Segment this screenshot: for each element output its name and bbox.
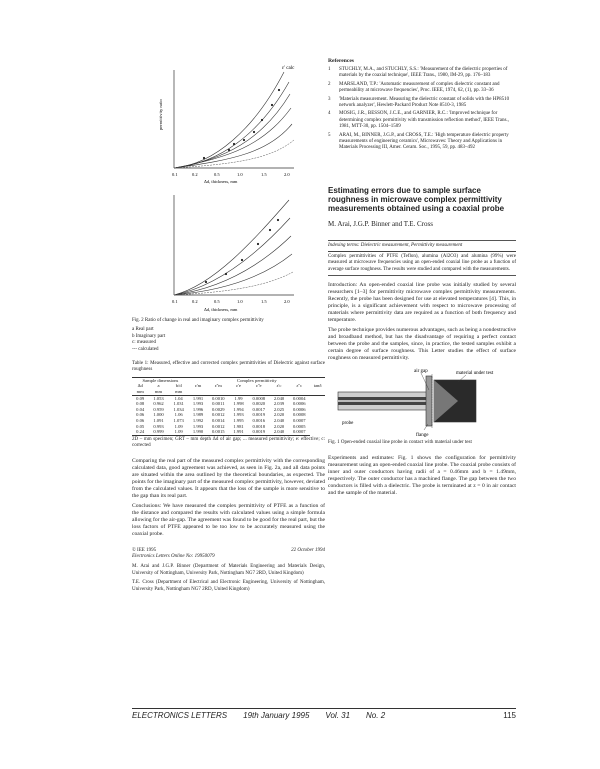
table-cell: 0.0015 — [207, 429, 229, 435]
page-footer — [132, 708, 516, 721]
figure-1-label-air-gap: air gap — [414, 369, 428, 375]
figure-2-caption: Fig. 2 Ratio of change in real and imaginary complex permittivity — [132, 318, 264, 323]
introduction-paragraph: Introduction: An open-ended coaxial line probe was initially studied by several researchers [1–3] for permittivity microwave complex permittivity measurements. Recently, the probe has been designed for use at elevated temperatures [4]. This, in principle, is a significant achievement with respect to microwave processing of materials where permittivity data are required as a function of both frequency and temperature. — [328, 282, 516, 324]
body-paragraph: Comparing the real part of the measured complex permittivity with the corresponding calculated data, good agreement was achieved, as seen in Fig. 2a, and all data points are situated within the area outlined by the theoretical boundaries, as expected. The points for the imaginary part of the measured complex permittivity, however, deviated from the calculated values. It appears that the loss of the sample is more sensitive to the gap than its real part. — [132, 457, 325, 499]
table-cell: 0.0006 — [292, 406, 306, 412]
legend-item: a Real part — [132, 327, 154, 333]
tick: 1.0 — [237, 299, 243, 304]
table-row — [132, 429, 325, 435]
article-authors: M. Arai, J.G.P. Binner and T.E. Cross — [328, 219, 433, 228]
received-date: 22 October 1994 — [291, 547, 325, 553]
table-cell: 1.991 — [229, 429, 248, 435]
affiliation: M. Arai and J.G.P. Binner (Department of Materials Engineering and Materials Design, University of Nottingham, University Park, Nottingham NG7 2RD, United Kingdom) — [132, 564, 325, 576]
table-cell: 0.06 — [136, 418, 145, 423]
table-cell: 0.05 — [136, 423, 145, 429]
table-cell: 1.993 — [233, 412, 244, 418]
table-cell: 0.06 — [136, 412, 145, 418]
table-cell: 0.959 — [153, 406, 164, 412]
table-cell: 0.0008 — [252, 395, 266, 401]
table-cell: 1.09 — [174, 423, 183, 429]
experiments-paragraph: Experiments and estimates: Fig. 1 shows the configuration for permittivity measurement using an open-ended coaxial line probe. The coaxial probe consists of inner and outer conductors having radii of a = 0.46mm and b = 1.49mm, respectively. The outer conductor has a machined flange. The gap between the two conductors is filled with a dielectric. The probe is terminated at z = 0 in air contact and the sample of the material. — [328, 454, 516, 496]
reference-item: 2 MARSLAND, T.P.: 'Automatic measurement of complex dielectric constant and permeability at microwave frequencies', Proc. IEEE, 1974, 62, (1), pp. 33–36 — [328, 81, 500, 94]
table-cell: 2.025 — [273, 406, 285, 412]
table-cell: 1.000 — [153, 412, 164, 418]
table-group-header: Sample dimensions — [132, 377, 189, 383]
table-cell: 1.09 — [169, 429, 189, 435]
reference-item: 1 STUCHLY, M.A., and STUCHLY, S.S.: 'Measurement of the dielectric properties of materials by the coaxial technique', IEEE Trans., 1980, IM-29, pp. 176–183 — [328, 67, 508, 79]
tick: 2.0 — [284, 172, 290, 177]
figure-1-caption: Fig. 1 Open-ended coaxial line probe in contact with material under test — [328, 440, 472, 446]
table-header: ε''m — [214, 383, 222, 389]
table-cell: 0.0018 — [252, 423, 266, 429]
table-cell: 0.0019 — [248, 429, 270, 435]
figure-2a-curve-label: ε' calc — [282, 66, 295, 71]
table-cell: 1.991 — [192, 395, 204, 401]
tick: 1.0 — [237, 172, 243, 177]
page-number: 115 — [503, 710, 516, 720]
table-cell: 0.0012 — [211, 412, 225, 418]
figure-1-label-probe: probe — [342, 421, 354, 427]
article-title: Estimating errors due to sample surface roughness in microwave complex permittivity measurements obtained using a coaxial probe — [328, 185, 505, 213]
tick: 0.1 — [172, 299, 178, 304]
table-cell: 1.99 — [234, 395, 243, 401]
tick: 0.5 — [214, 172, 220, 177]
legend-item: c: measured — [132, 340, 157, 346]
table-cell: 1.995 — [233, 418, 244, 423]
table-1-caption: Table 1: Measured, effective and corrected complex permittivities of Dielectric against surface roughness — [132, 361, 325, 373]
references-list — [328, 67, 516, 152]
references-heading: References — [328, 58, 354, 64]
table-header: ε''e — [255, 383, 262, 389]
issue-date: 19th January 1995 — [243, 710, 310, 720]
table-group-header: Complex permittivity — [189, 377, 325, 383]
table-cell: 1.992 — [192, 418, 204, 423]
table-unit: mm — [148, 389, 168, 395]
table-cell: 0.24 — [132, 429, 148, 435]
table-cell: 0.0010 — [211, 395, 225, 401]
table-cell: 1.996 — [192, 406, 204, 412]
table-header: ε''c — [296, 383, 303, 389]
table-cell: 0.09 — [136, 395, 145, 401]
table-cell: 0.0011 — [212, 401, 225, 407]
table-cell: 0.0020 — [252, 401, 266, 407]
table-cell: 0.962 — [153, 401, 164, 407]
table-cell: 2.020 — [273, 423, 285, 429]
tick: 0.2 — [192, 172, 198, 177]
figure-2a-ylabel: permittivity ratio — [158, 99, 163, 130]
volume: Vol. 31 — [325, 710, 351, 720]
figure-1 — [328, 366, 516, 438]
table-unit: mm — [169, 389, 189, 395]
table-cell: 0.04 — [136, 406, 145, 412]
issue-number: No. 2 — [366, 710, 386, 720]
table-cell: 0.0007 — [288, 429, 310, 435]
table-cell: 0.08 — [136, 401, 145, 407]
figure-2-legend — [132, 327, 325, 353]
tick: 0.5 — [214, 299, 220, 304]
table-cell: 0.0012 — [211, 423, 225, 429]
figure-2a-plot — [158, 66, 295, 185]
table-cell: 0.0017 — [252, 406, 266, 412]
table-cell: 0.0014 — [211, 418, 225, 423]
tick: 0.1 — [172, 172, 178, 177]
table-cell: 0.0029 — [211, 406, 225, 412]
left-column — [132, 318, 325, 596]
body-paragraph: The probe technique provides numerous advantages, such as being a nondestructive and broadband method, but has the disadvantage of requiring a perfect contact between the probe and the samples, since, in practice, the tested samples exhibit a certain degree of surface roughness. This Letter studies the effect of surface roughness on measured permittivity. — [328, 327, 516, 362]
table-cell: 1.031 — [173, 401, 184, 407]
table-cell: 0.0019 — [252, 412, 266, 418]
online-number: Electronics Letters Online No: 19950079 — [132, 554, 215, 559]
figure-2b-plot — [172, 195, 294, 313]
table-1 — [132, 377, 325, 436]
right-column — [328, 58, 516, 500]
table-cell: 0.999 — [148, 429, 168, 435]
table-header: b/d — [175, 383, 182, 389]
tick: 0.2 — [192, 299, 198, 304]
table-cell: 1.073 — [173, 418, 184, 423]
table-cell: 2.040 — [270, 429, 289, 435]
table-header: ε'c — [276, 383, 282, 389]
tick: 1.5 — [261, 299, 267, 304]
table-cell: 1.990 — [189, 429, 208, 435]
table-cell: 1.06 — [174, 412, 183, 418]
table-cell: 0.0004 — [292, 395, 306, 401]
figure-1-label-flange: flange — [416, 433, 429, 439]
table-cell: 1.989 — [192, 412, 204, 418]
conclusions-paragraph: Conclusions: We have measured the complex permittivity of PTFE as a function of the distance and compared the results with calculated values using a simple formula allowing for the air-gap. The agreement was found to be good for the real part, but the loss factors of PTFE appeared to be too low to be accurately measured using the coaxial probe. — [132, 502, 325, 537]
table-cell: 1.994 — [233, 406, 244, 412]
table-cell: 1.993 — [192, 401, 204, 407]
table-cell: 1.981 — [233, 423, 244, 429]
table-cell: 0.0007 — [292, 418, 306, 423]
table-header: ε'm — [194, 383, 202, 389]
table-cell: 1.091 — [153, 418, 164, 423]
table-cell: 1.053 — [153, 395, 164, 401]
table-cell: 1.04 — [174, 395, 183, 401]
copyright: © IEE 1995 — [132, 547, 157, 553]
table-cell: 1.034 — [173, 406, 184, 412]
table-cell: 1.998 — [233, 401, 244, 407]
table-header: tanδ — [313, 383, 322, 389]
figure-2a-ticks — [172, 172, 290, 177]
table-1-note: 2D – mm specimen; GRT – mm depth Δd of air gap; ... measured permittivity; e: effective; c: corrected — [132, 436, 325, 449]
tick: 2.0 — [284, 299, 290, 304]
reference-item: 4 MOSIG, J.R., BESSON, J.C.E., and GARNIER, R.C.: 'Improved technique for determining complex permittivity with transmission reflection method', IEEE Trans., 1981, MTT-30, pp. 1504–1509 — [328, 111, 509, 130]
table-cell: 0.0008 — [292, 412, 306, 418]
figure-2a-xlabel: Δd, thickness, mm — [204, 179, 238, 184]
tick: 1.5 — [261, 172, 267, 177]
table-cell: 2.039 — [273, 401, 285, 407]
figure-2b-xlabel: Δd, thickness, mm — [204, 307, 238, 312]
table-unit: mm — [132, 389, 148, 395]
legend-item: b Imaginary part — [132, 333, 166, 339]
figure-1-label-material: material under test — [456, 371, 494, 377]
affiliation: T.E. Cross (Department of Electrical and Electronic Engineering, University of Nottingham, University Park, Nottingham NG7 2RD, United Kingdom) — [132, 580, 325, 592]
indexing-terms: Indexing terms: Dielectric measurement, Permittivity measurement — [328, 240, 516, 249]
legend-item: --- calculated — [132, 346, 159, 352]
table-header: a — [157, 383, 160, 389]
table-cell: 0.993 — [153, 423, 164, 429]
table-cell: 1.993 — [192, 423, 204, 429]
table-cell: 0.0005 — [292, 423, 306, 429]
table-cell: 0.0016 — [252, 418, 266, 423]
abstract: Complex permittivities of PTFE (Teflon), alumina (Al2O3) and alumina (99%) were measured at microwave frequencies using an open-ended coaxial line probe as a function of average surface roughness. The results were studied and compared with the measurements. — [328, 254, 516, 276]
table-cell: 2.040 — [273, 395, 285, 401]
table-1-body — [132, 395, 325, 435]
journal-name: ELECTRONICS LETTERS — [132, 710, 228, 720]
table-header: ε'e — [236, 383, 241, 389]
table-cell: 2.040 — [273, 418, 285, 423]
figure-2b-ticks — [172, 299, 290, 304]
reference-item: 5 ARAI, M., BINNER, J.G.P., and CROSS, T.E.: 'High temperature dielectric property measurements of engineering ceramics', Microwaves: Theory and Applications in Materials Processing III, Amer. Ceram. Soc., 1995, 59, pp. 483–492 — [328, 132, 509, 151]
table-header: Δd — [137, 383, 143, 389]
table-cell: 0.0006 — [292, 401, 306, 407]
table-cell: 2.020 — [273, 412, 285, 418]
reference-item: 3 'Materials measurement. Measuring the dielectric constant of solids with the HP8510 network analyzer', Hewlett-Packard Product Note 8510-3, 1985 — [328, 96, 510, 109]
figure-2 — [134, 60, 309, 315]
